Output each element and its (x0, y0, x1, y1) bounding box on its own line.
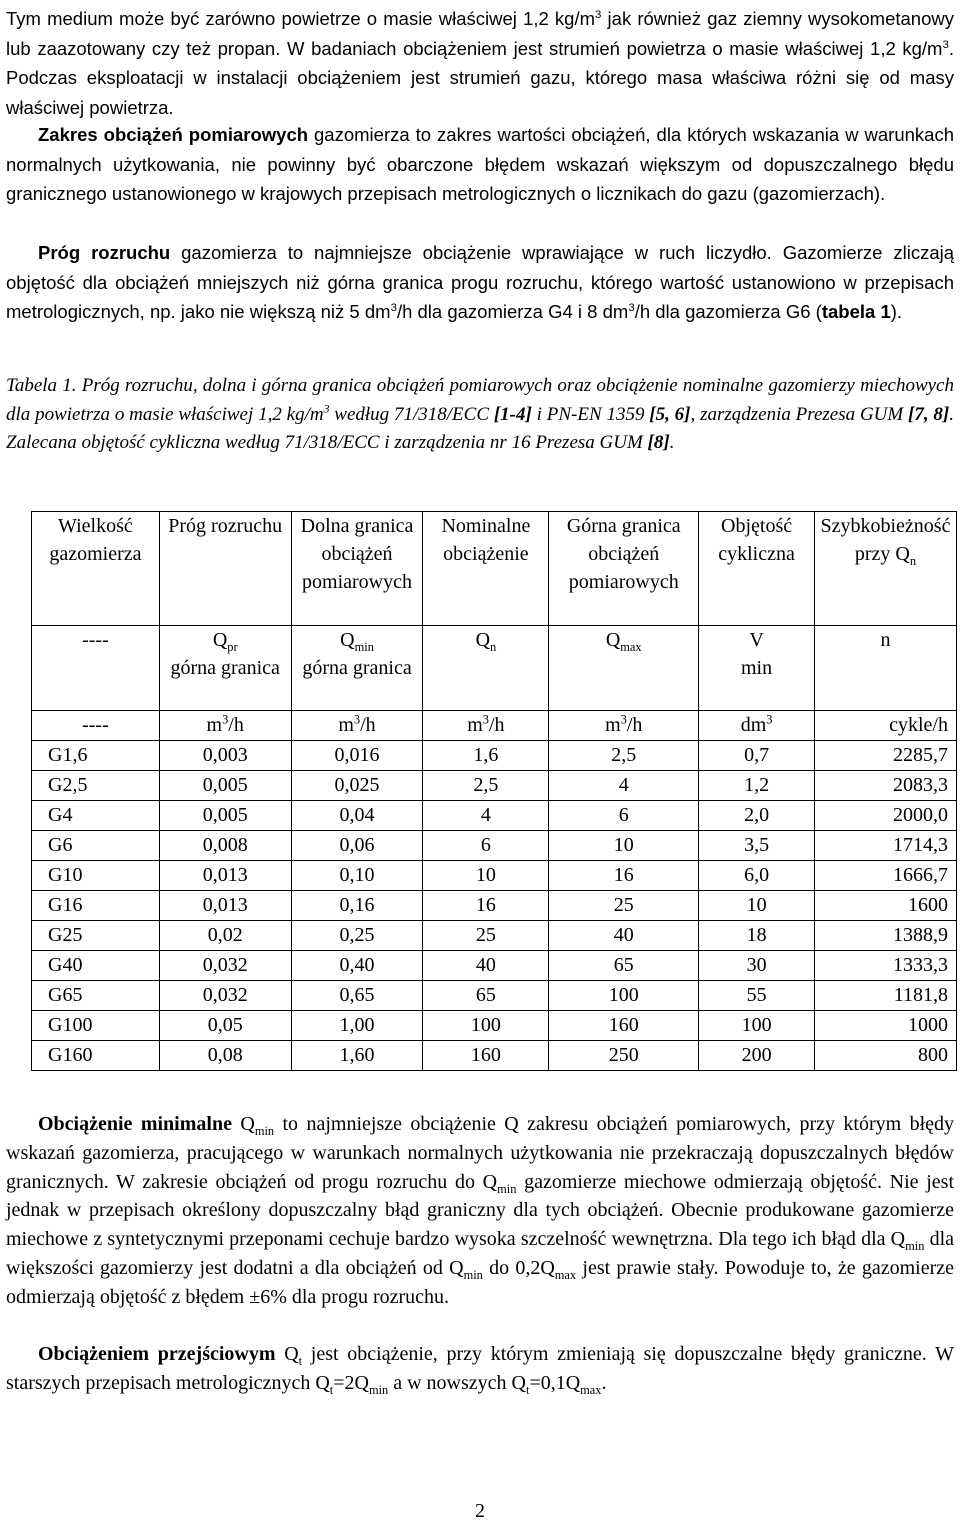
paragraph-minimum-flow (6, 1110, 954, 1312)
table-cell: 2,5 (549, 741, 699, 771)
unit-cell: ---- (32, 711, 160, 741)
table-cell: 0,40 (291, 951, 423, 981)
table-cell: 6 (423, 831, 549, 861)
table-cell: 2285,7 (814, 741, 956, 771)
subscript: min (368, 1382, 389, 1397)
superscript: 3 (390, 301, 397, 314)
header-cell: Wielkość gazomierza (32, 512, 160, 626)
header-cell: Nominalne obciążenie (423, 512, 549, 626)
table-cell: 25 (549, 891, 699, 921)
gas-meter-table (31, 511, 957, 1071)
superscript: 3 (595, 8, 602, 21)
table-cell: 0,008 (159, 831, 291, 861)
unit-cell: $m^3/h$ (549, 711, 699, 741)
paragraph-text: to najmniejsze obciążenie Q zakresu obciążeń pomiarowych, przy którym błędy wskazań gazomierza, pracującego w warunkach normalnych użytkowania nie przekraczają dopuszczalnych błędów granicznych. W zakresie obciążeń od progu rozruchu do Q (6, 1113, 954, 1193)
table-cell: 0,005 (159, 771, 291, 801)
table-cell: 65 (423, 981, 549, 1011)
table-cell: 0,013 (159, 891, 291, 921)
table-cell: 30 (699, 951, 815, 981)
meter-size-cell: G6 (32, 831, 160, 861)
table-cell: 0,013 (159, 861, 291, 891)
table-cell: 0,02 (159, 921, 291, 951)
header-cell: Dolna granica obciążeń pomiarowych (291, 512, 423, 626)
table-cell: 55 (699, 981, 815, 1011)
table-row (32, 981, 957, 1011)
paragraph-text: jest prawie stały. Powoduje to, że gazomierze odmierzają objętość z błędem ±6% dla progu rozruchu. (6, 1256, 954, 1308)
subscript: min (497, 1181, 517, 1196)
table-cell: 0,10 (291, 861, 423, 891)
superscript: 3 (323, 402, 330, 416)
term-minimum-flow: Obciążenie minimalne (38, 1113, 232, 1135)
table-cell: 250 (549, 1041, 699, 1071)
caption-text: . (669, 432, 675, 453)
paragraph-transitional-flow (6, 1340, 954, 1398)
table-row (32, 921, 957, 951)
unit-cell: $m^3/h$ (291, 711, 423, 741)
subscript: min (463, 1267, 483, 1282)
subscript: min (254, 1124, 275, 1138)
table-cell: 40 (423, 951, 549, 981)
paragraph-text: Tym medium może być zarówno powietrze o masie właściwej 1,2 kg/m (6, 8, 595, 29)
symbol-cell: $Q_n$ (423, 626, 549, 711)
table-cell: 100 (699, 1011, 815, 1041)
meter-size-cell: G160 (32, 1041, 160, 1071)
table-cell: 160 (423, 1041, 549, 1071)
table-cell: 2,5 (423, 771, 549, 801)
paragraph-starting-flow (6, 238, 954, 327)
table-cell: 0,7 (699, 741, 815, 771)
table-cell: 1000 (814, 1011, 956, 1041)
symbol-cell: $Q_{pr}$ górna granica (159, 626, 291, 711)
table-row (32, 861, 957, 891)
table-cell: 2083,3 (814, 771, 956, 801)
table-cell: 16 (423, 891, 549, 921)
paragraph-measurement-range (6, 120, 954, 209)
table-caption (6, 372, 954, 458)
citation: [5, 6] (649, 403, 691, 425)
meter-size-cell: G10 (32, 861, 160, 891)
caption-text: i PN-EN 1359 (531, 403, 650, 425)
table-cell: 6,0 (699, 861, 815, 891)
caption-text: według 71/318/ECC (329, 403, 494, 425)
table-cell: 1666,7 (814, 861, 956, 891)
table-reference: tabela 1 (821, 301, 891, 322)
table-cell: 2,0 (699, 801, 815, 831)
citation: [1-4] (493, 403, 532, 425)
table-cell: 0,65 (291, 981, 423, 1011)
table-cell: 1,2 (699, 771, 815, 801)
paragraph-text: a w nowszych Q (388, 1371, 526, 1394)
table-cell: 0,003 (159, 741, 291, 771)
table-cell: 0,032 (159, 951, 291, 981)
table-cell: 0,032 (159, 981, 291, 1011)
subscript: min (905, 1239, 925, 1254)
table-cell: 0,005 (159, 801, 291, 831)
table-cell: 1714,3 (814, 831, 956, 861)
term-transitional-flow: Obciążeniem przejściowym (38, 1343, 276, 1365)
caption-text: , zarządzenia Prezesa GUM (690, 403, 909, 425)
term-starting-flow: Próg rozruchu (38, 242, 171, 263)
table-cell: 65 (549, 951, 699, 981)
table-cell: 800 (814, 1041, 956, 1071)
paragraph-text: Q (275, 1343, 299, 1365)
paragraph-text: dla większości gazomierzy jest dodatni a dla obciążeń od Q (6, 1228, 955, 1279)
table-row (32, 741, 957, 771)
table-symbol-row (32, 626, 957, 711)
table-cell: 2000,0 (814, 801, 956, 831)
subscript: t (298, 1354, 303, 1368)
table-cell: 4 (549, 771, 699, 801)
table-cell: 0,08 (159, 1041, 291, 1071)
meter-size-cell: G25 (32, 921, 160, 951)
meter-size-cell: G1,6 (32, 741, 160, 771)
header-cell: Szybkobieżność przy $Q_n$ (814, 512, 956, 626)
table-cell: 10 (699, 891, 815, 921)
table-row (32, 801, 957, 831)
table-cell: 1,6 (423, 741, 549, 771)
unit-cell: cykle/h (814, 711, 956, 741)
subscript: max (554, 1267, 577, 1282)
table-cell: 200 (699, 1041, 815, 1071)
table-cell: 0,06 (291, 831, 423, 861)
subscript: t (525, 1382, 530, 1397)
table-cell: 0,05 (159, 1011, 291, 1041)
paragraph-text: gazomierza to najmniejsze obciążenie wprawiające w ruch liczydło. Gazomierze zliczają objętość dla obciążeń mniejszych niż górna granica progu rozruchu, którego wartość ustanowiono w przepisach metrologicznych, np. jako nie większą niż 5 dm (6, 242, 955, 322)
table-row (32, 951, 957, 981)
table-cell: 0,04 (291, 801, 423, 831)
term-measurement-range: Zakres obciążeń pomiarowych (38, 124, 309, 145)
table-cell: 3,5 (699, 831, 815, 861)
table-cell: 10 (423, 861, 549, 891)
paragraph-text: /h dla gazomierza G4 i 8 dm (396, 301, 629, 322)
table-cell: 1333,3 (814, 951, 956, 981)
table-cell: 16 (549, 861, 699, 891)
symbol-cell: $Q_{max}$ (549, 626, 699, 711)
meter-size-cell: G65 (32, 981, 160, 1011)
table-row (32, 1011, 957, 1041)
caption-text: . Zalecana objętość cykliczna według 71/318/ECC i zarządzenia nr 16 Prezesa GUM (6, 403, 955, 453)
table-cell: 1,00 (291, 1011, 423, 1041)
table-cell: 0,25 (291, 921, 423, 951)
paragraph-text: gazomierza to zakres wartości obciążeń, dla których wskazania w warunkach normalnych użytkowania, nie powinny być obarczone błędem wskazań większym od dopuszczalnego błędu granicznego ustanowionego w krajowych przepisach metrologicznych o licznikach do gazu (gazomierzach). (6, 124, 954, 204)
meter-size-cell: G2,5 (32, 771, 160, 801)
paragraph-text: /h dla gazomierza G6 ( (634, 301, 822, 322)
table-cell: 4 (423, 801, 549, 831)
header-cell: Próg rozruchu (159, 512, 291, 626)
meter-size-cell: G100 (32, 1011, 160, 1041)
header-cell: Górna granica obciążeń pomiarowych (549, 512, 699, 626)
table-units-row (32, 711, 957, 741)
table-cell: 1181,8 (814, 981, 956, 1011)
table-cell: 6 (549, 801, 699, 831)
superscript: 3 (628, 301, 635, 314)
subscript: t (329, 1382, 334, 1397)
paragraph-medium (6, 4, 954, 122)
table-cell: 0,16 (291, 891, 423, 921)
table-row (32, 1041, 957, 1071)
citation: [8] (647, 432, 670, 453)
table-header-row (32, 512, 957, 626)
table-cell: 25 (423, 921, 549, 951)
table-cell: 0,016 (291, 741, 423, 771)
unit-cell: $dm^3$ (699, 711, 815, 741)
symbol-cell: ---- (32, 626, 160, 711)
table-cell: 1,60 (291, 1041, 423, 1071)
paragraph-text: do 0,2Q (482, 1256, 555, 1279)
table-cell: 0,025 (291, 771, 423, 801)
table-cell: 160 (549, 1011, 699, 1041)
table-cell: 18 (699, 921, 815, 951)
table-cell: 10 (549, 831, 699, 861)
table-body (32, 741, 957, 1071)
table-row (32, 771, 957, 801)
header-cell: Objętość cykliczna (699, 512, 815, 626)
table-cell: 100 (549, 981, 699, 1011)
unit-cell: $m^3/h$ (423, 711, 549, 741)
caption-text: Tabela 1. Próg rozruchu, dolna i górna granica obciążeń pomiarowych oraz obciążenie nominalne gazomierzy miechowych dla powietrza o masie właściwej 1,2 kg/m (6, 375, 954, 425)
table-cell: 1600 (814, 891, 956, 921)
unit-cell: $m^3/h$ (159, 711, 291, 741)
page-number: 2 (475, 1500, 485, 1522)
paragraph-text: . (601, 1371, 607, 1394)
paragraph-text: ). (890, 301, 903, 322)
paragraph-text: =2Q (333, 1371, 369, 1394)
table-cell: 40 (549, 921, 699, 951)
paragraph-text: =0,1Q (529, 1371, 581, 1394)
meter-size-cell: G16 (32, 891, 160, 921)
table-row (32, 891, 957, 921)
symbol-cell: V min (699, 626, 815, 711)
symbol-cell: n (814, 626, 956, 711)
meter-size-cell: G4 (32, 801, 160, 831)
symbol-cell: $Q_{min}$ górna granica (291, 626, 423, 711)
meter-size-cell: G40 (32, 951, 160, 981)
paragraph-text: jest obciążenie, przy którym zmieniają się dopuszczalne błędy graniczne. W starszych przepisach metrologicznych Q (6, 1343, 954, 1394)
table-cell: 1388,9 (814, 921, 956, 951)
paragraph-text: gazomierze miechowe odmierzają objętość. Nie jest jednak w przepisach określony dopuszczalny błąd graniczny dla tych obciążeń. Obecnie produkowane gazomierze miechowe z syntetycznymi przeponami cechuje bardzo wysoka szczelność wewnętrzna. Dla tego ich błąd dla Q (6, 1170, 955, 1251)
subscript: max (580, 1382, 602, 1397)
paragraph-text: . Podczas eksploatacji w instalacji obciążeniem jest strumień gazu, którego masa właściwa różni się od masy właściwej powietrza. (6, 37, 954, 118)
table-cell: 100 (423, 1011, 549, 1041)
superscript: 3 (942, 38, 949, 51)
table-row (32, 831, 957, 861)
citation: [7, 8] (908, 403, 950, 425)
paragraph-text: Q (231, 1113, 255, 1135)
paragraph-text: jak również gaz ziemny wysokometanowy lub zaazotowany czy też propan. W badaniach obciążeniem jest strumień powietrza o masie właściwej 1,2 kg/m (6, 8, 954, 59)
